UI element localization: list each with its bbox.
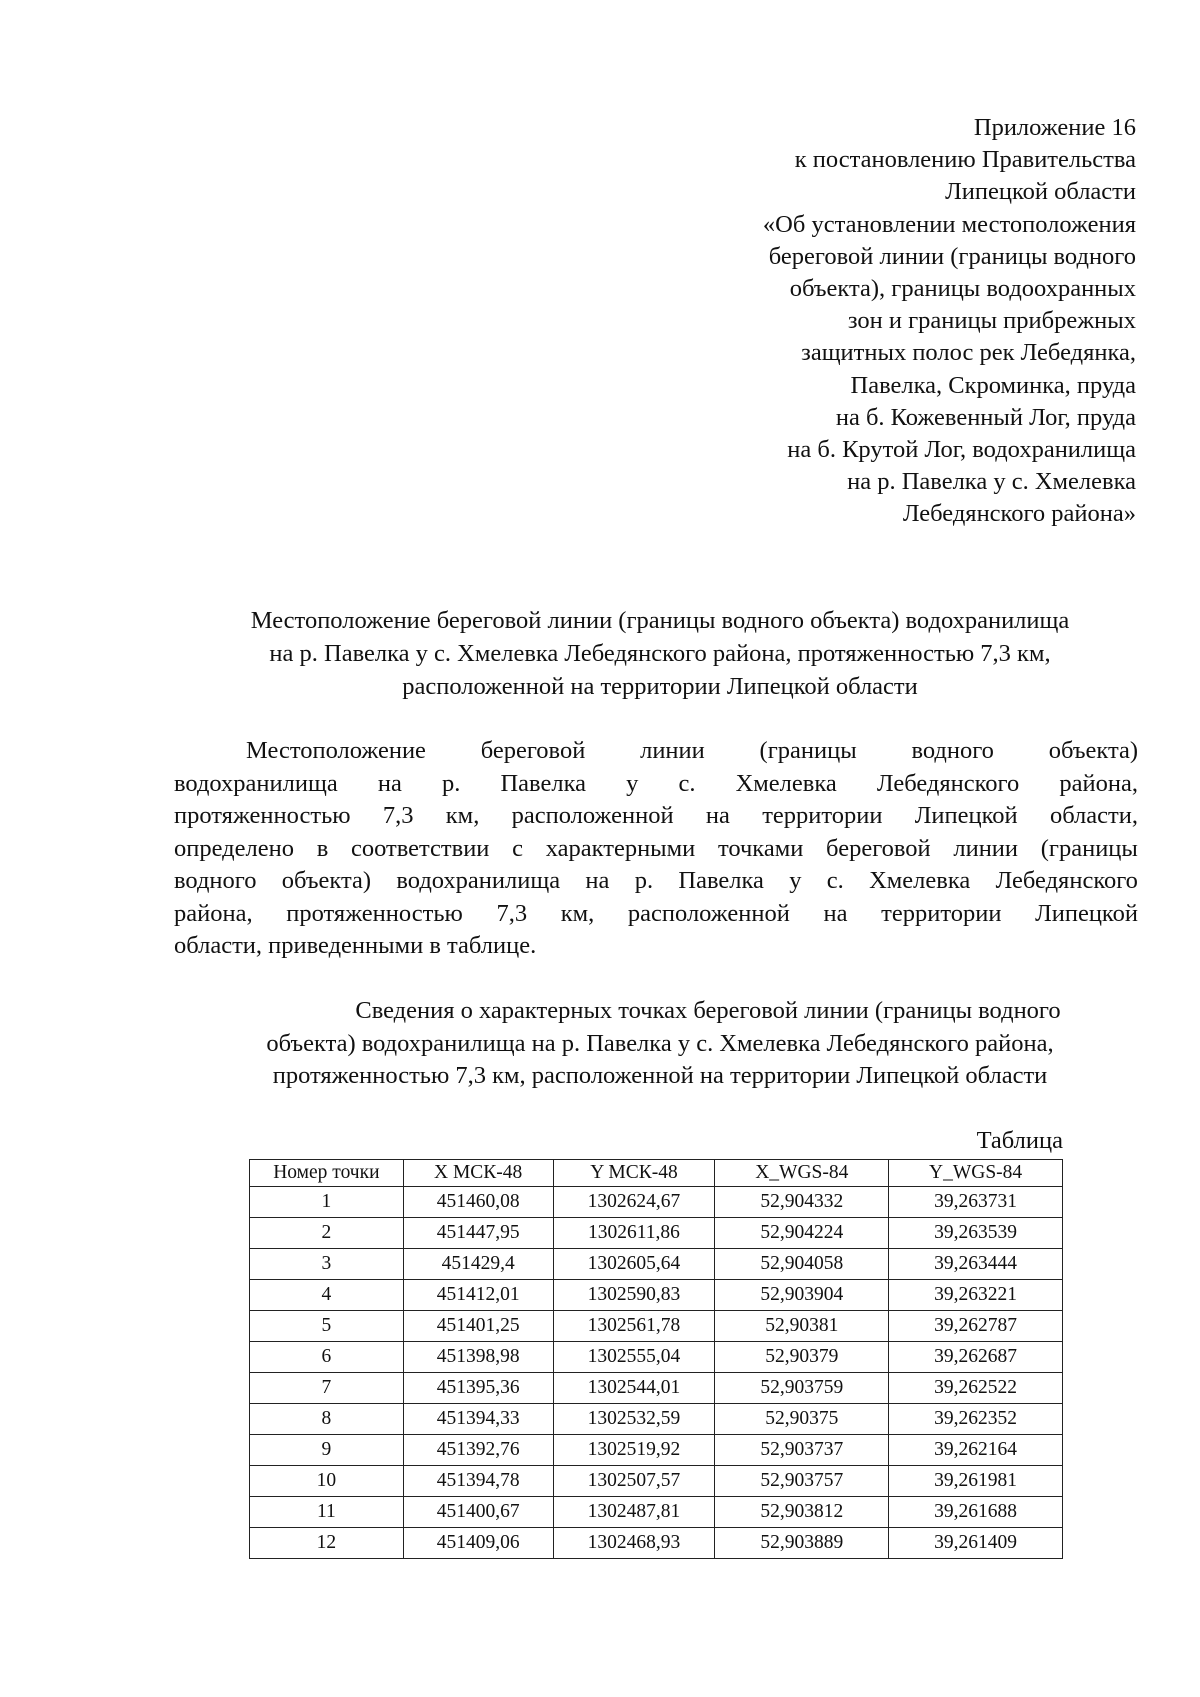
cell-x-wgs84: 52,903812	[715, 1497, 889, 1528]
cell-point-number: 6	[250, 1342, 404, 1373]
paragraph-word: у	[789, 867, 802, 894]
cell-y-wgs84: 39,263444	[889, 1249, 1063, 1280]
paragraph-word: характерными	[545, 834, 696, 862]
cell-point-number: 2	[250, 1218, 404, 1249]
header-x-wgs84: X_WGS-84	[715, 1160, 889, 1187]
cell-x-wgs84: 52,90381	[715, 1311, 889, 1342]
paragraph-word: Липецкой	[1035, 899, 1138, 927]
cell-y-msk48: 1302561,78	[553, 1311, 715, 1342]
cell-point-number: 3	[250, 1249, 404, 1280]
cell-x-msk48: 451395,36	[403, 1373, 553, 1404]
paragraph-word: на	[705, 802, 730, 829]
cell-x-wgs84: 52,903889	[715, 1528, 889, 1559]
paragraph-word: на	[823, 899, 848, 927]
table-row	[250, 1528, 1063, 1559]
paragraph-word: области, приведенными в таблице.	[174, 932, 537, 959]
title-line: расположенной на территории Липецкой области	[402, 673, 918, 700]
table-row	[250, 1218, 1063, 1249]
paragraph-word: на	[585, 867, 610, 894]
appendix-line: зон и границы прибрежных	[847, 307, 1136, 335]
caption-line: Сведения о характерных точках береговой линии (границы водного	[355, 997, 1061, 1024]
table-row	[250, 1373, 1063, 1404]
paragraph-word: точками	[717, 834, 804, 862]
paragraph-word: Лебедянского	[995, 867, 1138, 894]
paragraph-word: 7,3	[382, 802, 414, 829]
cell-y-msk48: 1302507,57	[553, 1466, 715, 1497]
body-paragraph	[174, 735, 1138, 963]
paragraph-word: у	[626, 769, 639, 797]
table-row	[250, 1249, 1063, 1280]
cell-y-wgs84: 39,262522	[889, 1373, 1063, 1404]
cell-point-number: 5	[250, 1311, 404, 1342]
cell-x-msk48: 451394,33	[403, 1404, 553, 1435]
cell-x-msk48: 451398,98	[403, 1342, 553, 1373]
paragraph-word: области,	[1049, 802, 1138, 829]
cell-x-msk48: 451429,4	[403, 1249, 553, 1280]
cell-y-msk48: 1302487,81	[553, 1497, 715, 1528]
table-label: Таблица	[976, 1127, 1063, 1154]
cell-point-number: 9	[250, 1435, 404, 1466]
cell-x-msk48: 451460,08	[403, 1187, 553, 1218]
cell-y-wgs84: 39,263539	[889, 1218, 1063, 1249]
table-row	[250, 1435, 1063, 1466]
table-row	[250, 1497, 1063, 1528]
coordinates-table	[249, 1159, 1063, 1559]
paragraph-word: береговой	[826, 834, 931, 862]
cell-y-wgs84: 39,262787	[889, 1311, 1063, 1342]
paragraph-word: соответствии	[350, 834, 490, 862]
table-row	[250, 1404, 1063, 1435]
paragraph-word: водного	[911, 737, 994, 764]
cell-x-wgs84: 52,903904	[715, 1280, 889, 1311]
paragraph-word: (границы	[759, 737, 857, 764]
table-row	[250, 1187, 1063, 1218]
title-line: на р. Павелка у с. Хмелевка Лебедянского района, протяженностью 7,3 км,	[269, 640, 1051, 667]
cell-y-msk48: 1302624,67	[553, 1187, 715, 1218]
paragraph-word: км,	[445, 802, 480, 829]
appendix-line: на б. Кожевенный Лог, пруда	[835, 403, 1136, 431]
cell-y-msk48: 1302611,86	[553, 1218, 715, 1249]
paragraph-word: на	[377, 769, 402, 797]
cell-y-wgs84: 39,262352	[889, 1404, 1063, 1435]
paragraph-word: территории	[762, 802, 883, 829]
cell-x-msk48: 451412,01	[403, 1280, 553, 1311]
cell-y-wgs84: 39,261688	[889, 1497, 1063, 1528]
cell-y-msk48: 1302544,01	[553, 1373, 715, 1404]
paragraph-line	[174, 800, 1138, 833]
paragraph-word: водного	[174, 867, 257, 894]
appendix-line: на б. Крутой Лог, водохранилища	[787, 436, 1136, 464]
cell-y-wgs84: 39,262164	[889, 1435, 1063, 1466]
paragraph-word: с	[512, 834, 524, 862]
appendix-line: объекта), границы водоохранных	[789, 275, 1136, 303]
cell-y-msk48: 1302555,04	[553, 1342, 715, 1373]
cell-x-msk48: 451447,95	[403, 1218, 553, 1249]
cell-point-number: 10	[250, 1466, 404, 1497]
paragraph-word: расположенной	[627, 899, 790, 927]
cell-y-wgs84: 39,262687	[889, 1342, 1063, 1373]
cell-x-msk48: 451409,06	[403, 1528, 553, 1559]
cell-y-msk48: 1302590,83	[553, 1280, 715, 1311]
appendix-line: Приложение 16	[973, 114, 1136, 141]
paragraph-word: расположенной	[511, 802, 674, 829]
paragraph-word: водохранилища	[174, 769, 338, 797]
cell-point-number: 7	[250, 1373, 404, 1404]
appendix-line: береговой линии (границы водного	[768, 242, 1136, 270]
cell-x-msk48: 451400,67	[403, 1497, 553, 1528]
paragraph-word: Хмелевка	[735, 769, 837, 797]
paragraph-word: объекта)	[281, 867, 372, 894]
cell-point-number: 4	[250, 1280, 404, 1311]
table-caption	[160, 995, 1160, 1093]
paragraph-word: (границы	[1040, 834, 1138, 862]
cell-y-wgs84: 39,261981	[889, 1466, 1063, 1497]
appendix-header	[576, 112, 1136, 531]
cell-y-wgs84: 39,261409	[889, 1528, 1063, 1559]
appendix-line: на р. Павелка у с. Хмелевка	[847, 468, 1136, 496]
cell-y-wgs84: 39,263221	[889, 1280, 1063, 1311]
cell-point-number: 11	[250, 1497, 404, 1528]
cell-y-wgs84: 39,263731	[889, 1187, 1063, 1218]
cell-point-number: 12	[250, 1528, 404, 1559]
paragraph-word: района,	[1059, 769, 1138, 797]
paragraph-line	[174, 898, 1138, 931]
table-row	[250, 1311, 1063, 1342]
paragraph-word: Липецкой	[914, 802, 1018, 829]
table-header-row	[250, 1160, 1063, 1187]
paragraph-word: в	[316, 834, 329, 862]
cell-x-msk48: 451394,78	[403, 1466, 553, 1497]
paragraph-word: Павелка	[678, 867, 764, 894]
table-row	[250, 1466, 1063, 1497]
cell-x-msk48: 451401,25	[403, 1311, 553, 1342]
table-body	[250, 1187, 1063, 1559]
paragraph-word: объекта)	[1048, 737, 1138, 764]
paragraph-word: определено	[174, 834, 294, 862]
paragraph-line	[174, 865, 1138, 898]
header-x-msk48: X МСК-48	[403, 1160, 553, 1187]
header-y-msk48: Y МСК-48	[553, 1160, 715, 1187]
title-line: Местоположение береговой линии (границы водного объекта) водохранилища	[250, 607, 1070, 634]
paragraph-word: береговой	[480, 737, 586, 764]
cell-x-msk48: 451392,76	[403, 1435, 553, 1466]
appendix-line: Павелка, Скроминка, пруда	[850, 371, 1136, 399]
cell-point-number: 1	[250, 1187, 404, 1218]
appendix-line: «Об установлении местоположения	[762, 210, 1136, 238]
cell-x-wgs84: 52,903759	[715, 1373, 889, 1404]
paragraph-word: р.	[441, 769, 461, 797]
appendix-line: защитных полос рек Лебедянка,	[801, 339, 1136, 367]
paragraph-word: с.	[678, 769, 696, 797]
paragraph-word: протяженностью	[174, 802, 351, 829]
cell-y-msk48: 1302468,93	[553, 1528, 715, 1559]
paragraph-word: линии	[953, 834, 1019, 862]
document-title	[160, 604, 1160, 703]
cell-y-msk48: 1302605,64	[553, 1249, 715, 1280]
cell-point-number: 8	[250, 1404, 404, 1435]
table-row	[250, 1342, 1063, 1373]
cell-x-wgs84: 52,90375	[715, 1404, 889, 1435]
paragraph-word: района,	[174, 899, 253, 927]
cell-x-wgs84: 52,904224	[715, 1218, 889, 1249]
cell-x-wgs84: 52,904058	[715, 1249, 889, 1280]
paragraph-word: Хмелевка	[869, 867, 971, 894]
appendix-line: к постановлению Правительства	[794, 146, 1136, 174]
cell-x-wgs84: 52,903757	[715, 1466, 889, 1497]
header-point-number: Номер точки	[250, 1160, 404, 1187]
appendix-line: Липецкой области	[945, 178, 1136, 206]
paragraph-word: км,	[560, 899, 595, 927]
paragraph-word: Местоположение	[246, 737, 426, 764]
appendix-line: Лебедянского района»	[902, 500, 1136, 528]
table-row	[250, 1280, 1063, 1311]
cell-y-msk48: 1302519,92	[553, 1435, 715, 1466]
paragraph-line	[174, 735, 1138, 768]
paragraph-word: Павелка	[500, 769, 586, 797]
cell-x-wgs84: 52,904332	[715, 1187, 889, 1218]
cell-x-wgs84: 52,90379	[715, 1342, 889, 1373]
paragraph-word: с.	[826, 867, 844, 894]
paragraph-word: территории	[881, 899, 1002, 927]
caption-line: протяженностью 7,3 км, расположенной на территории Липецкой области	[272, 1062, 1048, 1089]
cell-y-msk48: 1302532,59	[553, 1404, 715, 1435]
paragraph-line	[174, 768, 1138, 801]
paragraph-line	[174, 930, 1138, 963]
header-y-wgs84: Y_WGS-84	[889, 1160, 1063, 1187]
paragraph-word: 7,3	[496, 899, 528, 927]
caption-line: объекта) водохранилища на р. Павелка у с. Хмелевка Лебедянского района,	[266, 1029, 1054, 1057]
paragraph-line	[174, 833, 1138, 866]
cell-x-wgs84: 52,903737	[715, 1435, 889, 1466]
paragraph-word: Лебедянского	[876, 769, 1020, 797]
paragraph-word: линии	[640, 737, 705, 764]
paragraph-word: р.	[634, 867, 654, 894]
paragraph-word: водохранилища	[396, 867, 561, 894]
paragraph-word: протяженностью	[286, 899, 463, 927]
